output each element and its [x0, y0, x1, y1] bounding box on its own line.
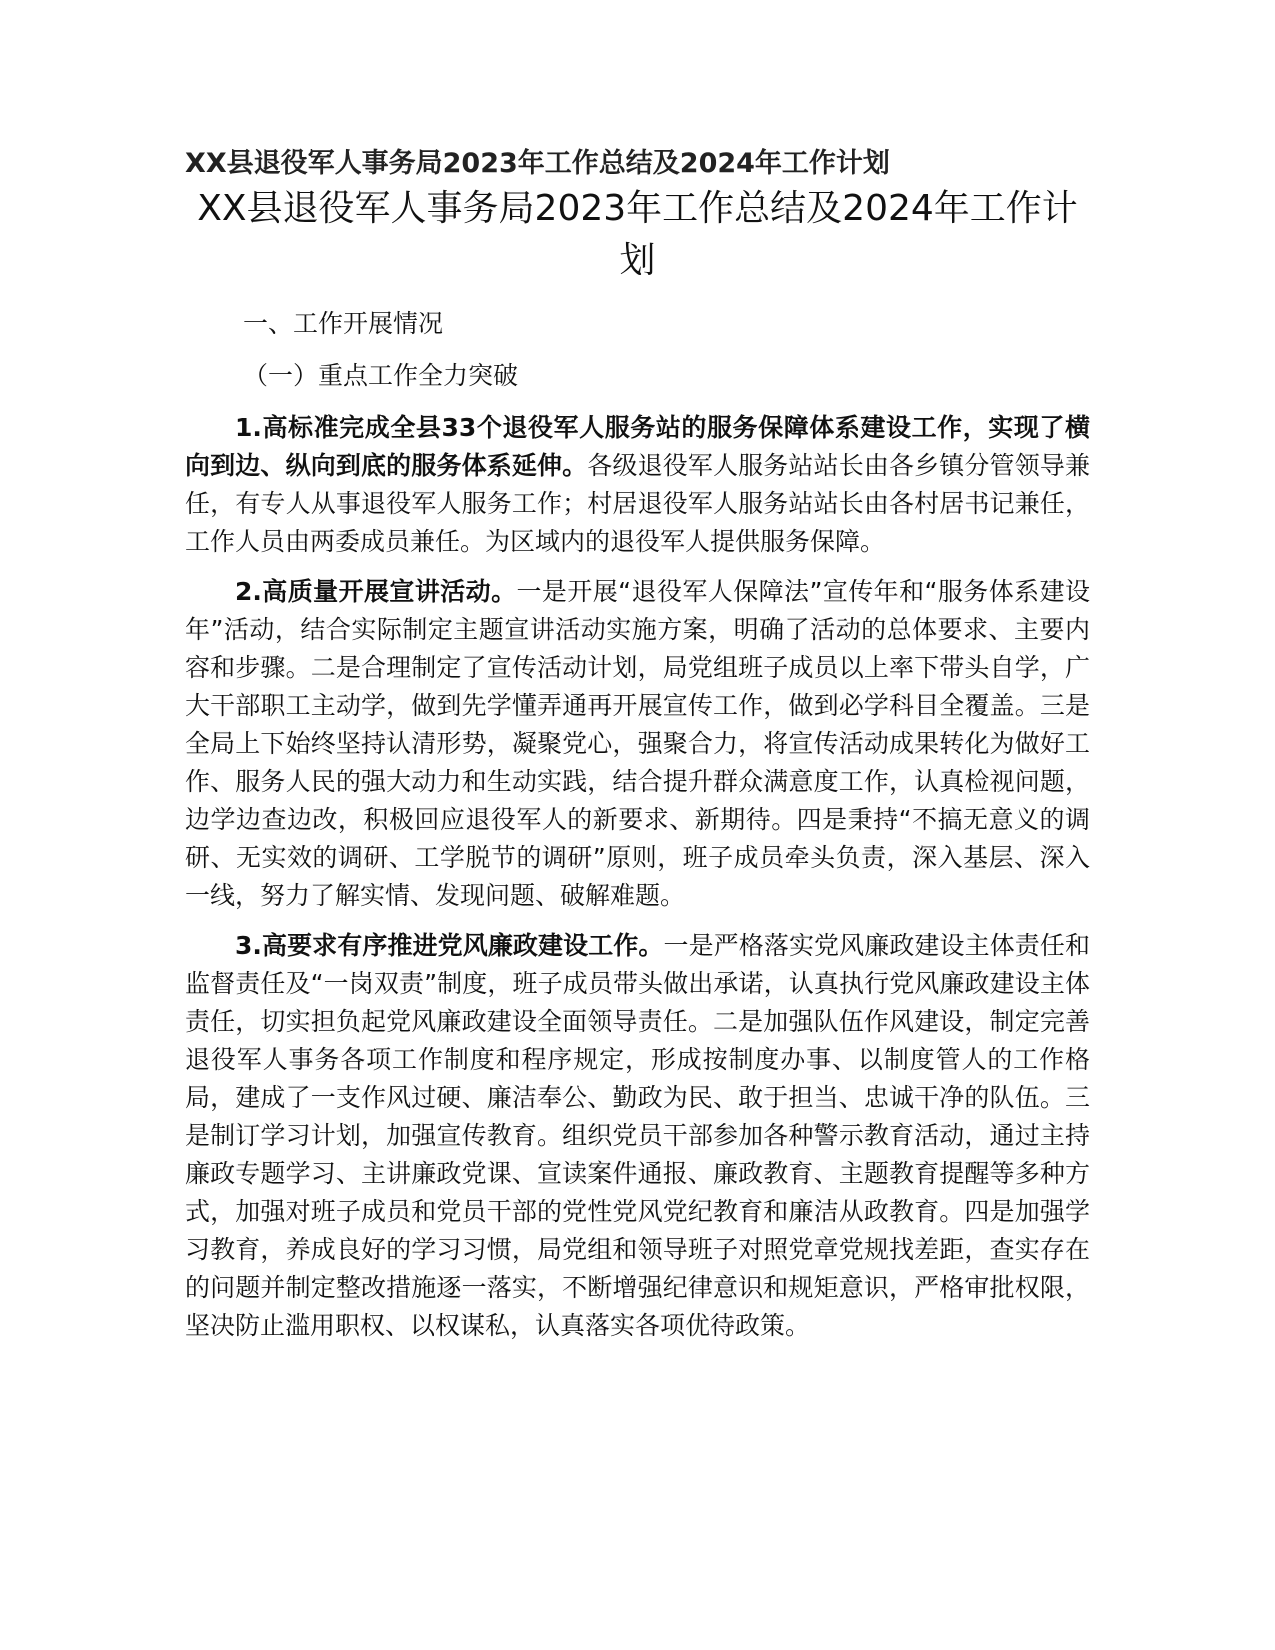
section-heading: 一、工作开展情况 — [243, 309, 444, 338]
paragraph-2-body: 一是开展“退役军人保障法”宣传年和“服务体系建设年”活动，结合实际制定主题宣讲活动实施方案，明确了活动的总体要求、主要内容和步骤。二是合理制定了宣传活动计划，局党组班子成员以上率下带头自学，广大干部职工主动学，做到先学懂弄通再开展宣传工作，做到必学科目全覆盖。三是全局上下始终坚持认清形势，凝聚党心，强聚合力，将宣传活动成果转化为做好工作、服务人民的强大动力和生动实践，结合提升群众满意度工作，认真检视问题，边学边查边改，积极回应退役军人的新要求、新期待。四是秉持“不搞无意义的调研、无实效的调研、工学脱节的调研”原则，班子成员牵头负责，深入基层、深入一线，努力了解实情、发现问题、破解难题。 — [185, 577, 1090, 910]
paragraph-1 — [185, 409, 1090, 561]
paragraph-2 — [185, 573, 1090, 915]
paragraph-1-body: 各级退役军人服务站站长由各乡镇分管领导兼任，有专人从事退役军人服务工作；村居退役军人服务站站长由各村居书记兼任，工作人员由两委成员兼任。为区域内的退役军人提供服务保障。 — [185, 451, 1090, 556]
running-header-title: XX县退役军人事务局2023年工作总结及2024年工作计划 — [185, 148, 890, 179]
paragraph-3-lead: 3.高要求有序推进党风廉政建设工作。 — [235, 931, 664, 960]
document-page — [185, 145, 1090, 1357]
paragraph-3 — [185, 927, 1090, 1345]
paragraph-2-lead: 2.高质量开展宣讲活动。 — [235, 577, 517, 606]
document-title: XX县退役军人事务局2023年工作总结及2024年工作计划 — [197, 188, 1078, 281]
paragraph-3-body: 一是严格落实党风廉政建设主体责任和监督责任及“一岗双责”制度，班子成员带头做出承诺，认真执行党风廉政建设主体责任，切实担负起党风廉政建设全面领导责任。二是加强队伍作风建设，制定完善退役军人事务各项工作制度和程序规定，形成按制度办事、以制度管人的工作格局，建成了一支作风过硬、廉洁奉公、勤政为民、敢于担当、忠诚干净的队伍。三是制订学习计划，加强宣传教育。组织党员干部参加各种警示教育活动，通过主持廉政专题学习、主讲廉政党课、宣读案件通报、廉政教育、主题教育提醒等多种方式，加强对班子成员和党员干部的党性党风党纪教育和廉洁从政教育。四是加强学习教育，养成良好的学习习惯，局党组和领导班子对照党章党规找差距，查实存在的问题并制定整改措施逐一落实，不断增强纪律意识和规矩意识，严格审批权限，坚决防止滥用职权、以权谋私，认真落实各项优待政策。 — [185, 931, 1090, 1340]
paragraph-1-lead: 1.高标准完成全县33个退役军人服务站的服务保障体系建设工作，实现了横向到边、纵向到底的服务体系延伸。 — [185, 413, 1090, 480]
subsection-heading: （一）重点工作全力突破 — [243, 361, 519, 390]
